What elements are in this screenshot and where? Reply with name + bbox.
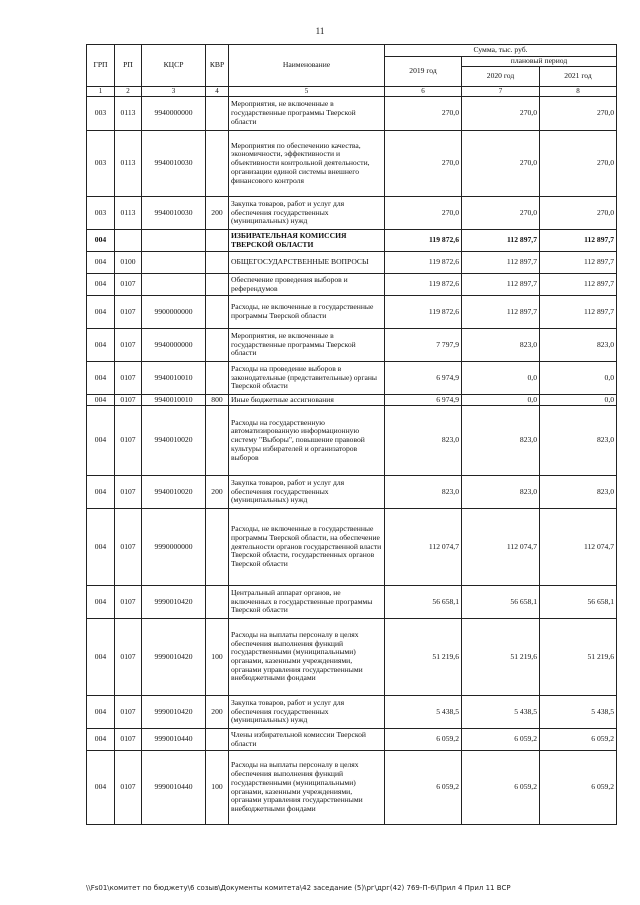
kcsr-cell: 9940010030 [142, 131, 206, 197]
amount-2019-cell: 119 872,6 [385, 274, 462, 296]
kvr-cell [206, 729, 229, 751]
amount-2020-cell: 270,0 [462, 197, 540, 230]
table-row [87, 509, 617, 586]
column-number: 5 [229, 87, 385, 97]
name-cell: Мероприятия, не включенные в государственные программы Тверской области [229, 97, 385, 131]
kvr-cell: 100 [206, 751, 229, 825]
amount-2020-cell: 112 074,7 [462, 509, 540, 586]
amount-2020-cell: 6 059,2 [462, 751, 540, 825]
table-row [87, 252, 617, 274]
amount-2020-cell: 51 219,6 [462, 619, 540, 696]
amount-2020-cell: 112 897,7 [462, 230, 540, 252]
kcsr-cell: 9990010440 [142, 751, 206, 825]
rp-cell: 0107 [115, 619, 142, 696]
column-number: 8 [540, 87, 617, 97]
name-cell: Расходы, не включенные в государственные программы Тверской области, на обеспечение деятельности органов государственной власти Тверской области, государственных органов Тверской области [229, 509, 385, 586]
column-number-row [87, 87, 617, 97]
amount-2020-cell: 270,0 [462, 97, 540, 131]
column-number: 4 [206, 87, 229, 97]
kcsr-cell: 9990010440 [142, 729, 206, 751]
amount-2021-cell: 270,0 [540, 131, 617, 197]
kcsr-cell: 9900000000 [142, 296, 206, 329]
header-year-2019: 2019 год [385, 57, 462, 87]
amount-2020-cell: 823,0 [462, 329, 540, 362]
kvr-cell [206, 509, 229, 586]
kcsr-cell: 9990000000 [142, 509, 206, 586]
kvr-cell: 800 [206, 395, 229, 406]
gp-cell: 004 [87, 274, 115, 296]
amount-2021-cell: 51 219,6 [540, 619, 617, 696]
name-cell: Иные бюджетные ассигнования [229, 395, 385, 406]
kcsr-cell: 9990010420 [142, 696, 206, 729]
amount-2021-cell: 5 438,5 [540, 696, 617, 729]
header-year-2020: 2020 год [462, 67, 540, 87]
rp-cell: 0107 [115, 586, 142, 619]
kvr-cell [206, 274, 229, 296]
amount-2019-cell: 119 872,6 [385, 252, 462, 274]
kvr-cell [206, 131, 229, 197]
kcsr-cell: 9940010020 [142, 406, 206, 476]
name-cell: Члены избирательной комиссии Тверской области [229, 729, 385, 751]
table-row [87, 230, 617, 252]
rp-cell: 0107 [115, 329, 142, 362]
column-number: 1 [87, 87, 115, 97]
rp-cell: 0113 [115, 197, 142, 230]
table-row [87, 131, 617, 197]
kvr-cell [206, 406, 229, 476]
kvr-cell [206, 586, 229, 619]
table-row [87, 751, 617, 825]
name-cell: Расходы на выплаты персоналу в целях обеспечения выполнения функций государственными (муниципальными) органами, казенными учреждениями, органами управления государственными внебюджетными фондами [229, 619, 385, 696]
name-cell: Мероприятия по обеспечению качества, экономичности, эффективности и объективности контрольной деятельности, организации единой системы внешнего финансового контроля [229, 131, 385, 197]
amount-2019-cell: 6 059,2 [385, 729, 462, 751]
gp-cell: 003 [87, 131, 115, 197]
name-cell: Обеспечение проведения выборов и референдумов [229, 274, 385, 296]
gp-cell: 004 [87, 252, 115, 274]
kcsr-cell: 9990010420 [142, 619, 206, 696]
gp-cell: 004 [87, 476, 115, 509]
amount-2019-cell: 270,0 [385, 131, 462, 197]
table-row [87, 296, 617, 329]
table-row [87, 362, 617, 395]
column-number: 6 [385, 87, 462, 97]
name-cell: Расходы на выплаты персоналу в целях обеспечения выполнения функций государственными (муниципальными) органами, казенными учреждениями, органами управления государственными внебюджетными фондами [229, 751, 385, 825]
rp-cell: 0107 [115, 362, 142, 395]
kcsr-cell [142, 252, 206, 274]
table-row [87, 406, 617, 476]
name-cell: Закупка товаров, работ и услуг для обеспечения государственных (муниципальных) нужд [229, 197, 385, 230]
amount-2020-cell: 0,0 [462, 362, 540, 395]
kvr-cell: 100 [206, 619, 229, 696]
amount-2019-cell: 270,0 [385, 197, 462, 230]
amount-2020-cell: 270,0 [462, 131, 540, 197]
name-cell: Закупка товаров, работ и услуг для обеспечения государственных (муниципальных) нужд [229, 696, 385, 729]
budget-table [86, 44, 617, 825]
gp-cell: 004 [87, 619, 115, 696]
name-cell: ОБЩЕГОСУДАРСТВЕННЫЕ ВОПРОСЫ [229, 252, 385, 274]
table-row [87, 729, 617, 751]
amount-2020-cell: 56 658,1 [462, 586, 540, 619]
column-number: 7 [462, 87, 540, 97]
kvr-cell [206, 296, 229, 329]
gp-cell: 004 [87, 586, 115, 619]
amount-2021-cell: 6 059,2 [540, 729, 617, 751]
table-row [87, 696, 617, 729]
kvr-cell: 200 [206, 197, 229, 230]
rp-cell: 0107 [115, 696, 142, 729]
column-number: 2 [115, 87, 142, 97]
rp-cell: 0113 [115, 131, 142, 197]
gp-cell: 004 [87, 406, 115, 476]
page-number: 11 [315, 26, 325, 36]
kvr-cell [206, 362, 229, 395]
gp-cell: 004 [87, 296, 115, 329]
amount-2019-cell: 119 872,6 [385, 230, 462, 252]
amount-2019-cell: 6 974,9 [385, 362, 462, 395]
amount-2021-cell: 56 658,1 [540, 586, 617, 619]
kcsr-cell: 9940000000 [142, 329, 206, 362]
table-body [87, 97, 617, 825]
name-cell: Центральный аппарат органов, не включенных в государственные программы Тверской области [229, 586, 385, 619]
header-name: Наименование [229, 45, 385, 87]
amount-2019-cell: 7 797,9 [385, 329, 462, 362]
kvr-cell: 200 [206, 696, 229, 729]
rp-cell: 0107 [115, 406, 142, 476]
header-plan-period: плановый период [462, 57, 617, 67]
header-gp: ГРП [87, 45, 115, 87]
amount-2021-cell: 0,0 [540, 395, 617, 406]
amount-2020-cell: 112 897,7 [462, 296, 540, 329]
header-year-2021: 2021 год [540, 67, 617, 87]
amount-2019-cell: 6 059,2 [385, 751, 462, 825]
amount-2019-cell: 270,0 [385, 97, 462, 131]
header-kcsr: КЦСР [142, 45, 206, 87]
kvr-cell [206, 329, 229, 362]
amount-2020-cell: 112 897,7 [462, 274, 540, 296]
amount-2019-cell: 5 438,5 [385, 696, 462, 729]
kvr-cell [206, 97, 229, 131]
amount-2020-cell: 5 438,5 [462, 696, 540, 729]
amount-2019-cell: 51 219,6 [385, 619, 462, 696]
amount-2021-cell: 270,0 [540, 197, 617, 230]
table-row [87, 476, 617, 509]
kvr-cell [206, 252, 229, 274]
amount-2021-cell: 823,0 [540, 476, 617, 509]
gp-cell: 004 [87, 509, 115, 586]
name-cell: Расходы, не включенные в государственные программы Тверской области [229, 296, 385, 329]
rp-cell: 0107 [115, 509, 142, 586]
header-kvr: КВР [206, 45, 229, 87]
gp-cell: 004 [87, 751, 115, 825]
rp-cell: 0113 [115, 97, 142, 131]
header-sum: Сумма, тыс. руб. [385, 45, 617, 57]
column-number: 3 [142, 87, 206, 97]
rp-cell: 0100 [115, 252, 142, 274]
kcsr-cell: 9940010010 [142, 395, 206, 406]
rp-cell: 0107 [115, 274, 142, 296]
name-cell: ИЗБИРАТЕЛЬНАЯ КОМИССИЯ ТВЕРСКОЙ ОБЛАСТИ [229, 230, 385, 252]
amount-2021-cell: 112 897,7 [540, 274, 617, 296]
name-cell: Расходы на государственную автоматизированную информационную систему "Выборы", повышение правовой культуры избирателей и организаторов выборов [229, 406, 385, 476]
amount-2021-cell: 823,0 [540, 329, 617, 362]
gp-cell: 004 [87, 230, 115, 252]
kcsr-cell [142, 230, 206, 252]
table-row [87, 197, 617, 230]
amount-2019-cell: 112 074,7 [385, 509, 462, 586]
table-row [87, 586, 617, 619]
amount-2021-cell: 6 059,2 [540, 751, 617, 825]
amount-2020-cell: 6 059,2 [462, 729, 540, 751]
file-path-footer: \\Fs01\комитет по бюджету\6 созыв\Документы комитета\42 заседание (5)\рг\дрг(42) 769-П-6\Прил 4 Прил 11 ВСР [86, 884, 511, 892]
amount-2019-cell: 56 658,1 [385, 586, 462, 619]
table-row [87, 97, 617, 131]
amount-2021-cell: 112 897,7 [540, 230, 617, 252]
gp-cell: 004 [87, 329, 115, 362]
amount-2021-cell: 112 074,7 [540, 509, 617, 586]
rp-cell: 0107 [115, 751, 142, 825]
gp-cell: 004 [87, 395, 115, 406]
gp-cell: 004 [87, 729, 115, 751]
name-cell: Расходы на проведение выборов в законодательные (представительные) органы Тверской области [229, 362, 385, 395]
kcsr-cell: 9990010420 [142, 586, 206, 619]
table-row [87, 274, 617, 296]
table-row [87, 395, 617, 406]
rp-cell: 0107 [115, 296, 142, 329]
rp-cell [115, 230, 142, 252]
gp-cell: 004 [87, 362, 115, 395]
rp-cell: 0107 [115, 729, 142, 751]
gp-cell: 003 [87, 97, 115, 131]
gp-cell: 004 [87, 696, 115, 729]
kvr-cell [206, 230, 229, 252]
amount-2019-cell: 119 872,6 [385, 296, 462, 329]
amount-2019-cell: 823,0 [385, 406, 462, 476]
amount-2021-cell: 823,0 [540, 406, 617, 476]
name-cell: Мероприятия, не включенные в государственные программы Тверской области [229, 329, 385, 362]
header-rp: РП [115, 45, 142, 87]
amount-2021-cell: 112 897,7 [540, 296, 617, 329]
amount-2020-cell: 112 897,7 [462, 252, 540, 274]
table-row [87, 619, 617, 696]
kcsr-cell [142, 274, 206, 296]
name-cell: Закупка товаров, работ и услуг для обеспечения государственных (муниципальных) нужд [229, 476, 385, 509]
gp-cell: 003 [87, 197, 115, 230]
amount-2021-cell: 270,0 [540, 97, 617, 131]
amount-2019-cell: 823,0 [385, 476, 462, 509]
amount-2019-cell: 6 974,9 [385, 395, 462, 406]
amount-2020-cell: 823,0 [462, 406, 540, 476]
kcsr-cell: 9940010020 [142, 476, 206, 509]
amount-2021-cell: 0,0 [540, 362, 617, 395]
amount-2020-cell: 823,0 [462, 476, 540, 509]
kvr-cell: 200 [206, 476, 229, 509]
kcsr-cell: 9940010010 [142, 362, 206, 395]
kcsr-cell: 9940010030 [142, 197, 206, 230]
rp-cell: 0107 [115, 395, 142, 406]
amount-2020-cell: 0,0 [462, 395, 540, 406]
table-row [87, 329, 617, 362]
rp-cell: 0107 [115, 476, 142, 509]
kcsr-cell: 9940000000 [142, 97, 206, 131]
amount-2021-cell: 112 897,7 [540, 252, 617, 274]
